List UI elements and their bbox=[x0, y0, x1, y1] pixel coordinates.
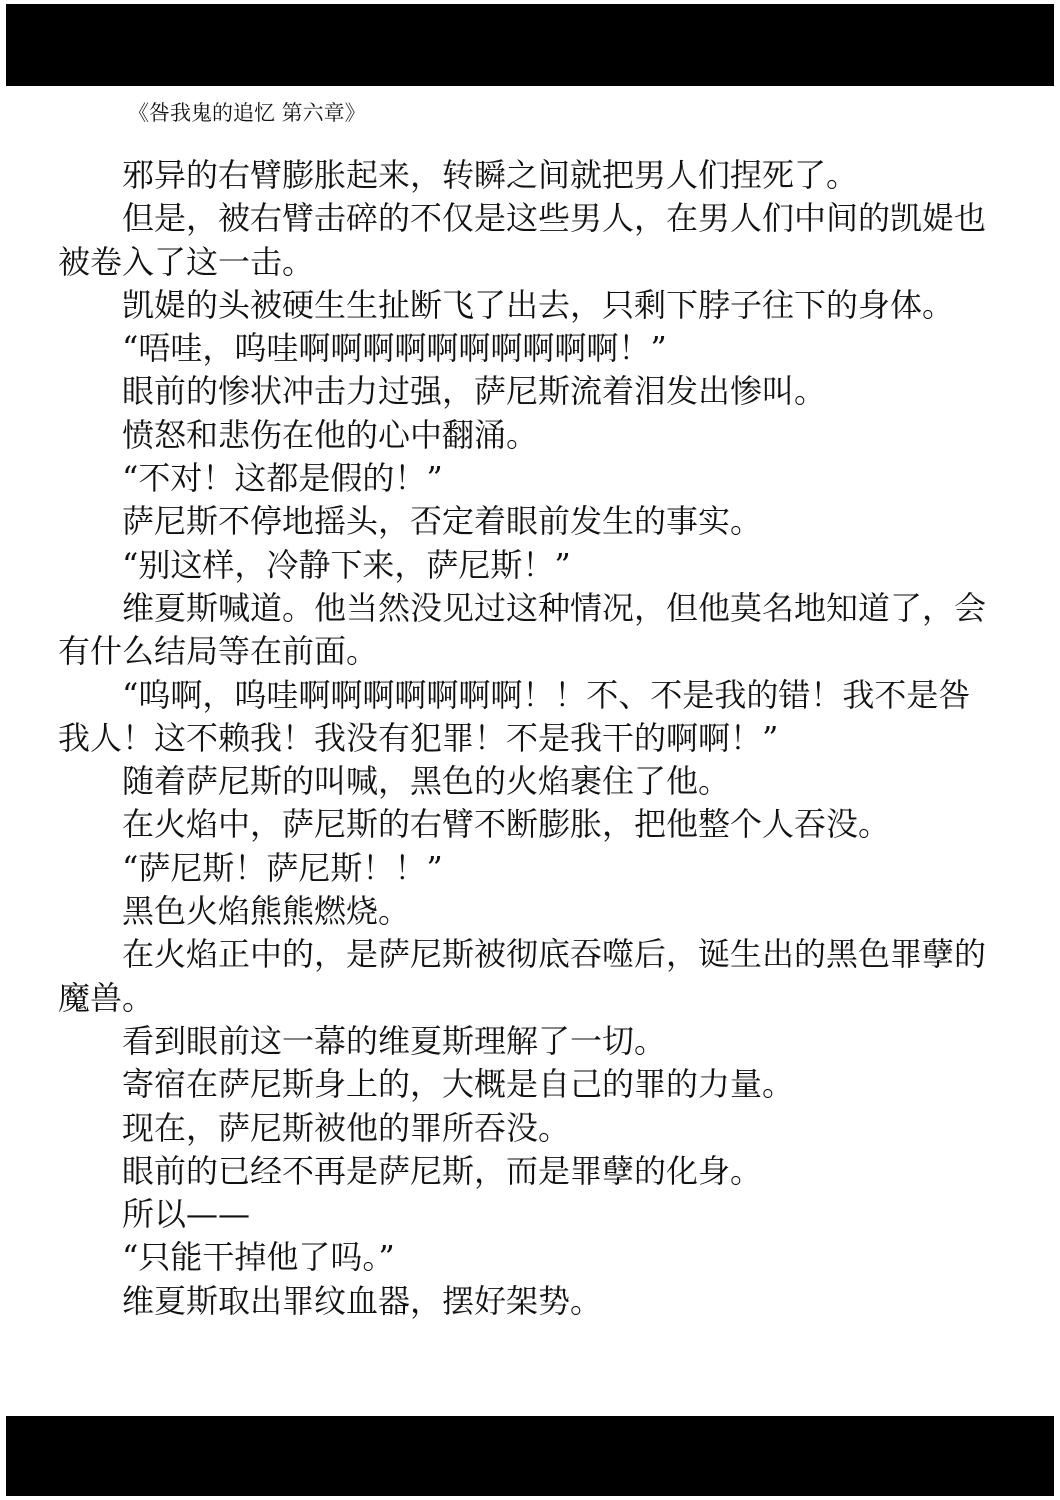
paragraph: 凯媞的头被硬生生扯断飞了出去，只剩下脖子往下的身体。 bbox=[122, 285, 955, 324]
paragraph: 但是，被右臂击碎的不仅是这些男人，在男人们中间的凯媞也被卷入了这一击。 bbox=[58, 199, 987, 281]
paragraph: 愤怒和悲伤在他的心中翻涌。 bbox=[122, 415, 539, 454]
paragraph: 眼前的惨状冲击力过强，萨尼斯流着泪发出惨叫。 bbox=[122, 372, 827, 411]
paragraph: 萨尼斯不停地摇头，否定着眼前发生的事实。 bbox=[122, 502, 763, 541]
paragraph: 在火焰正中的，是萨尼斯被彻底吞噬后，诞生出的黑色罪孽的魔兽。 bbox=[58, 935, 987, 1017]
paragraph: “只能干掉他了吗。” bbox=[122, 1238, 395, 1277]
paragraph: “唔哇，呜哇啊啊啊啊啊啊啊啊啊啊！” bbox=[122, 329, 667, 368]
paragraph: 维夏斯喊道。他当然没见过这种情况，但他莫名地知道了，会有什么结局等在前面。 bbox=[58, 588, 987, 671]
paragraph: 眼前的已经不再是萨尼斯，而是罪孽的化身。 bbox=[122, 1151, 763, 1190]
paragraph: 随着萨尼斯的叫喊，黑色的火焰裹住了他。 bbox=[122, 762, 731, 801]
paragraph: 看到眼前这一幕的维夏斯理解了一切。 bbox=[122, 1021, 667, 1060]
top-black-bar bbox=[6, 4, 1054, 86]
paragraph: 邪异的右臂膨胀起来，转瞬之间就把男人们捏死了。 bbox=[122, 156, 859, 194]
paragraph: “呜啊，呜哇啊啊啊啊啊啊啊！！不、不是我的错！我不是咎我人！这不赖我！我没有犯罪！不是我干的啊啊！” bbox=[58, 675, 971, 757]
paragraph: “萨尼斯！萨尼斯！！” bbox=[122, 848, 443, 887]
paragraph: 寄宿在萨尼斯身上的，大概是自己的罪的力量。 bbox=[122, 1065, 795, 1104]
page-title: 《咎我鬼的追忆 第六章》 bbox=[128, 101, 366, 125]
chapter-text bbox=[58, 154, 994, 1323]
paragraph: 现在，萨尼斯被他的罪所吞没。 bbox=[122, 1108, 571, 1147]
paragraph: 所以—— bbox=[122, 1195, 251, 1234]
paragraph: “不对！这都是假的！” bbox=[122, 459, 443, 498]
paragraph: 在火焰中，萨尼斯的右臂不断膨胀，把他整个人吞没。 bbox=[122, 805, 891, 844]
paragraph: 维夏斯取出罪纹血器，摆好架势。 bbox=[122, 1281, 603, 1320]
bottom-black-bar bbox=[6, 1416, 1054, 1496]
paragraph: “别这样，冷静下来，萨尼斯！” bbox=[122, 545, 571, 584]
paragraph: 黑色火焰熊熊燃烧。 bbox=[122, 892, 411, 931]
